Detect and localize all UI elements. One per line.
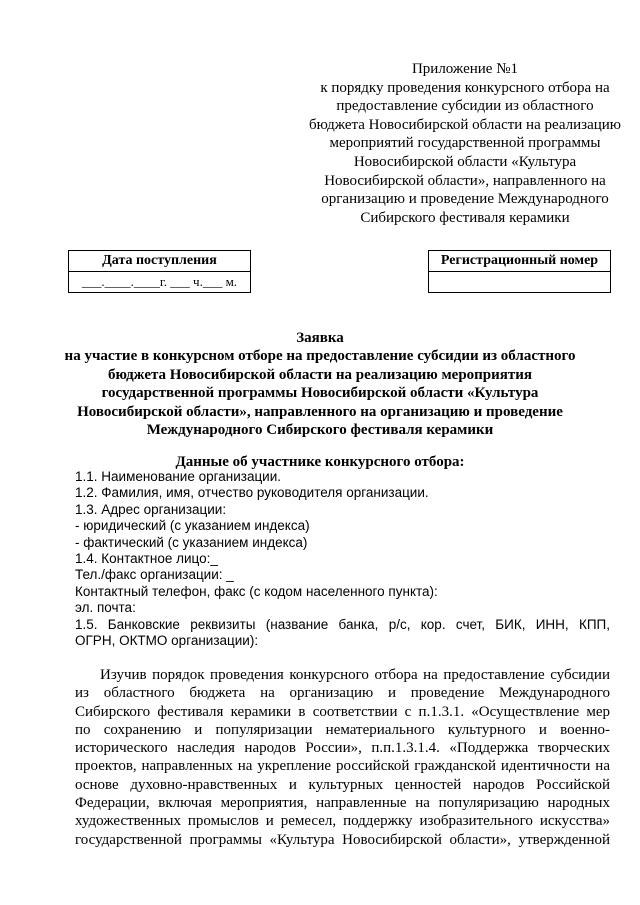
appendix-line: мероприятий государственной программы	[329, 135, 601, 152]
appendix-line: Новосибирской области», направленного на	[324, 172, 606, 189]
appendix-line: бюджета Новосибирской области на реализацию	[309, 116, 621, 133]
bank-details	[75, 617, 610, 650]
field-line: Контактный телефон, факс (с кодом населенного пункта):	[75, 583, 438, 599]
appendix-line: Сибирского фестиваля керамики	[360, 209, 570, 226]
body-line: Изучив порядок проведения конкурсного отбора на предоставление субсидии	[100, 667, 610, 683]
appendix-line: Приложение №1	[411, 61, 519, 77]
body-line: художественных промыслов и ремесел, поддержку изобразительного искусства»	[75, 813, 610, 830]
appendix-header	[300, 60, 630, 227]
registration-number-field[interactable]	[429, 272, 611, 293]
field-line: Тел./факс организации: _	[75, 567, 234, 583]
body-line: государственной программы «Культура Новосибирской области», утвержденной	[75, 831, 610, 848]
body-paragraph	[75, 666, 610, 849]
registration-number-box	[428, 250, 611, 293]
receipt-date-field[interactable]: ___.____.____г. ___ ч.___ м.	[69, 272, 251, 293]
application-title	[40, 329, 600, 439]
body-line: Федерации, включая мероприятия, направленные на популяризацию народных	[75, 795, 610, 812]
body-line: по сохранению и популяризации нематериального культурного и военно-	[75, 721, 610, 738]
title-line: бюджета Новосибирской области на реализацию мероприятия	[107, 366, 533, 383]
body-line: исторического наследия народов России», п.п.1.3.1.4. «Поддержка творческих	[75, 740, 610, 757]
field-line: 1.1. Наименование организации.	[75, 469, 282, 484]
body-line: основе духовно-нравственных и культурных ценностей народов Российской	[75, 776, 610, 793]
participant-fields	[75, 469, 610, 617]
receipt-date-box	[68, 250, 251, 293]
field-line: эл. почта:	[75, 600, 136, 616]
bank-line: 1.5. Банковские реквизиты (название банка, р/с, кор. счет, БИК, ИНН, КПП,	[75, 617, 610, 632]
title-line: Международного Сибирского фестиваля керамики	[146, 422, 494, 439]
appendix-line: к порядку проведения конкурсного отбора на	[320, 79, 610, 96]
appendix-line: организацию и проведение Международного	[321, 191, 609, 208]
body-line: Сибирского фестиваля керамики в соответствии с п.1.3.1. «Осуществление мер	[75, 703, 610, 720]
field-line: 1.4. Контактное лицо:_	[75, 551, 218, 567]
appendix-line: Новосибирской области «Культура	[353, 153, 577, 170]
field-line: 1.2. Фамилия, имя, отчество руководителя организации.	[75, 485, 429, 501]
registration-number-header: Регистрационный номер	[429, 251, 611, 272]
field-line: - фактический (с указанием индекса)	[75, 534, 308, 550]
receipt-date-header: Дата поступления	[69, 251, 251, 272]
title-line: Заявка	[296, 330, 344, 346]
body-line: из областного бюджета на организацию и проведение Международного	[75, 685, 610, 702]
title-line: Новосибирской области», направленного на организацию и проведение	[77, 403, 563, 420]
title-line: государственной программы Новосибирской области «Культура	[101, 385, 539, 402]
field-line: - юридический (с указанием индекса)	[75, 518, 310, 534]
body-line: проектов, направленных на укрепление российской гражданской идентичности на	[75, 758, 610, 775]
bank-line: ОГРН, ОКТМО организации):	[75, 633, 259, 649]
title-line: на участие в конкурсном отборе на предоставление субсидии из областного	[64, 348, 576, 365]
appendix-line: предоставление субсидии из областного	[336, 98, 594, 115]
participant-section-title: Данные об участнике конкурсного отбора:	[175, 454, 465, 470]
field-line: 1.3. Адрес организации:	[75, 501, 227, 517]
